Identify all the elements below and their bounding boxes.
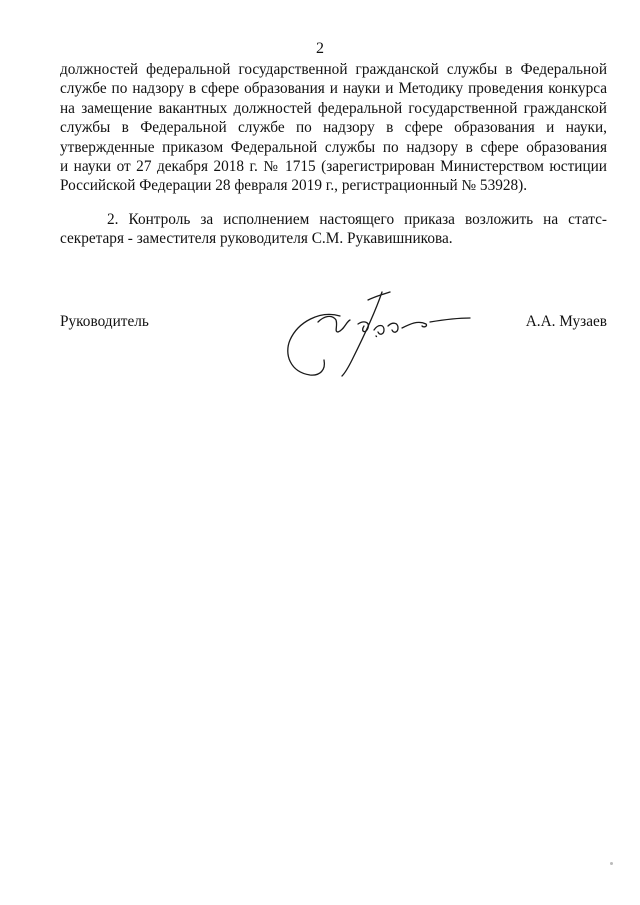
handwritten-signature — [280, 280, 475, 380]
paragraph-line: секретаря - заместителя руководителя С.М. Рукавишникова. — [60, 230, 453, 248]
paragraph-2 — [60, 210, 607, 249]
paragraph-line: и науки от 27 декабря 2018 г. № 1715 (зарегистрирован Министерством юстиции — [60, 157, 607, 175]
paragraph-line: утвержденные приказом Федеральной службы по надзору в сфере образования — [60, 138, 607, 156]
paragraph-line: Российской Федерации 28 февраля 2019 г., регистрационный № 53928). — [60, 177, 528, 195]
signatory-position: Руководитель — [60, 313, 149, 330]
paragraph-line: 2. Контроль за исполнением настоящего приказа возложить на статс- — [107, 211, 607, 228]
paragraph-line: должностей федеральной государственной гражданской службы в Федеральной — [60, 61, 607, 78]
paragraph-line: службы в Федеральной службе по надзору в сфере образования и науки, — [60, 119, 607, 137]
paragraph-line: службе по надзору в сфере образования и науки и Методику проведения конкурса — [60, 80, 607, 98]
page-number: 2 — [316, 40, 324, 57]
signatory-name: А.А. Музаев — [525, 313, 607, 330]
scan-artifact — [610, 862, 613, 865]
paragraph-1 — [60, 60, 607, 196]
paragraph-line: на замещение вакантных должностей федеральной государственной гражданской — [60, 99, 607, 117]
